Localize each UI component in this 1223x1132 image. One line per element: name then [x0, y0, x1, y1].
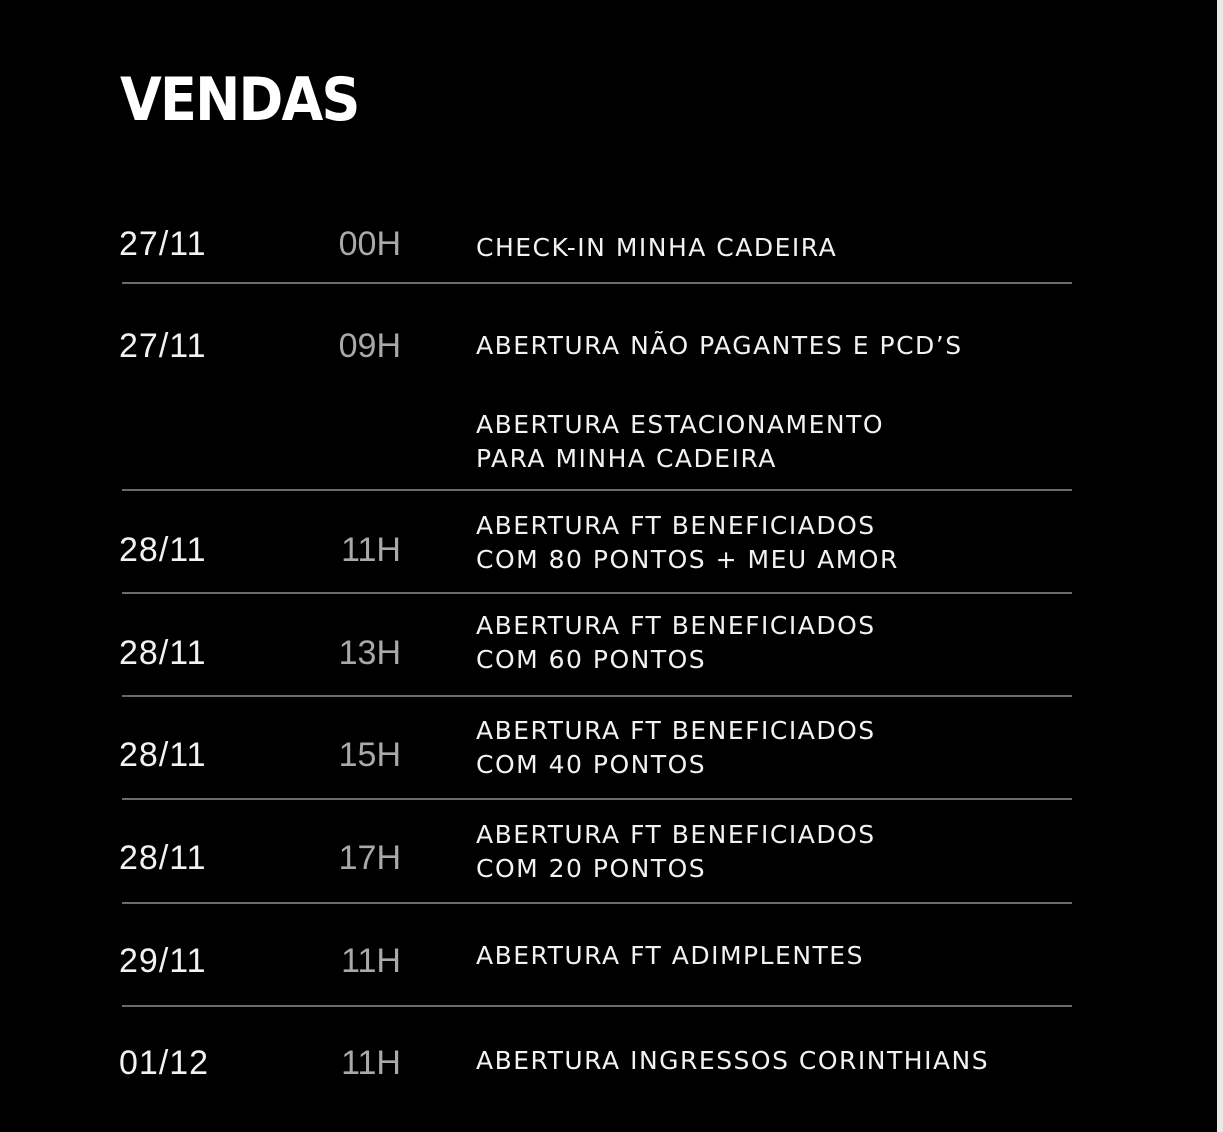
- row-hour: 00H: [338, 225, 401, 263]
- row-description-line: ABERTURA FT ADIMPLENTES: [476, 941, 864, 970]
- row-hour: 13H: [338, 634, 401, 672]
- row-divider: [122, 798, 1072, 800]
- row-description-line: ABERTURA FT BENEFICIADOS: [476, 511, 876, 540]
- row-hour: 17H: [338, 839, 401, 877]
- row-divider: [122, 1005, 1072, 1007]
- row-divider: [122, 282, 1072, 284]
- row-hour: 15H: [338, 736, 401, 774]
- row-description-line: COM 20 PONTOS: [476, 854, 707, 883]
- row-description-line: CHECK-IN MINHA CADEIRA: [476, 233, 838, 262]
- row-description-line: COM 60 PONTOS: [476, 645, 707, 674]
- row-description-line: ABERTURA FT BENEFICIADOS: [476, 820, 876, 849]
- row-date: 28/11: [119, 839, 207, 877]
- row-divider: [122, 489, 1072, 491]
- row-date: 28/11: [119, 531, 207, 569]
- row-hour: 09H: [338, 327, 401, 365]
- row-description-line: ABERTURA FT BENEFICIADOS: [476, 611, 876, 640]
- row-description-line: ABERTURA NÃO PAGANTES E PCD’S: [476, 331, 963, 360]
- row-date: 27/11: [119, 327, 207, 365]
- row-date: 29/11: [119, 942, 207, 980]
- row-description-line: ABERTURA FT BENEFICIADOS: [476, 716, 876, 745]
- row-date: 28/11: [119, 634, 207, 672]
- row-divider: [122, 592, 1072, 594]
- row-divider: [122, 695, 1072, 697]
- row-description-line: PARA MINHA CADEIRA: [476, 444, 777, 473]
- row-date: 01/12: [119, 1044, 210, 1082]
- row-hour: 11H: [341, 1044, 401, 1082]
- page-title: VENDAS: [120, 65, 359, 135]
- row-divider: [122, 902, 1072, 904]
- row-description-line: ABERTURA INGRESSOS CORINTHIANS: [476, 1046, 990, 1075]
- row-date: 27/11: [119, 225, 207, 263]
- row-description-line: COM 40 PONTOS: [476, 750, 707, 779]
- row-description-line: ABERTURA ESTACIONAMENTO: [476, 410, 885, 439]
- row-hour: 11H: [341, 942, 401, 980]
- row-hour: 11H: [341, 531, 401, 569]
- row-date: 28/11: [119, 736, 207, 774]
- row-description-line: COM 80 PONTOS + MEU AMOR: [476, 545, 899, 574]
